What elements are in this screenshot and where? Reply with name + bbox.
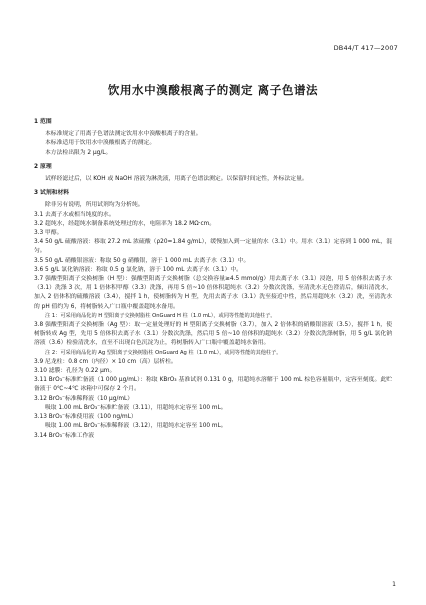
- principle-paragraph: 试样经滤过后，以 KOH 或 NaOH 溶液为淋洗液，用离子色谱法测定。以保留时间定性，外标法定量。: [45, 176, 308, 183]
- clause-3-5: 3.5 50 g/L 硝酸银溶液：称取 50 g 硝酸银，溶于 1 000 mL 去离子水（3.1）中。: [34, 257, 250, 264]
- clause-3-11: 3.11 BrO₃⁻标准贮备液（1 000 μg/mL）：称取 KBrO₃ 基准试剂 0.131 0 g，用超纯水溶解于 100 mL 棕色容量瓶中，定容至刻度。此贮备液于 0℃~4℃ 冰箱中可保存 2 个月。: [34, 377, 392, 393]
- standard-code: DB44/T 417—2007: [333, 44, 398, 52]
- reagents-intro: 除非另有说明，所用试剂均为分析纯。: [45, 202, 144, 209]
- scope-paragraph: 本标准适用于饮用水中溴酸根离子的测定。: [45, 140, 156, 147]
- clause-3-10: 3.10 滤膜：孔径为 0.22 μm。: [34, 368, 116, 375]
- section-heading-reagents: 3 试剂和材料: [34, 190, 70, 197]
- clause-3-8: 3.8 强酸型阳离子交换树脂（Ag 型）：取一定量处理好的 H 型阳离子交换树脂（3.7），加入 2 倍体积的硝酸银溶液（3.5），搅拌 1 h，使树脂转成 Ag 型，先用 5 倍体积去离子水（3.1）分数次洗涤，然后用 5 倍~10 倍体积的超纯水（3.2）分数次洗涤树脂，用 5 g/L 氯化钠溶液（3.6）检验清洗水，直至不出现白色沉淀为止，将树脂转入广口瓶中覆盖超纯水备用。: [34, 322, 392, 347]
- note-1: 注 1：可采用商品化的 H 型阳离子交换树脂柱 OnGuard H 柱（1.0 mL），或同等性能的其他柱子。: [45, 312, 276, 319]
- clause-3-2: 3.2 超纯水，经超纯水制备系统处理过的水，电阻率为 18.2 MΩ·cm。: [34, 220, 216, 227]
- page-title: 饮用水中溴酸根离子的测定 离子色谱法: [107, 83, 319, 97]
- clause-3-3: 3.3 甲醇。: [34, 230, 63, 237]
- clause-3-13: 3.13 BrO₃⁻标准使用液（100 ng/mL）: [34, 414, 137, 421]
- clause-3-9: 3.9 尼龙柱：0.8 cm（内径）× 10 cm（高）层析柱。: [34, 358, 177, 365]
- clause-3-1: 3.1 去离子水或相当纯度的水。: [34, 211, 115, 218]
- clause-3-14: 3.14 BrO₃⁻标准工作液: [34, 432, 95, 439]
- scope-paragraph: 本方法检出限为 2 μg/L。: [45, 149, 112, 156]
- clause-3-7: 3.7 强酸型阳离子交换树脂（H 型）：强酸型阳离子交换树脂（总交换容量≥4.5 mmol/g）用去离子水（3.1）浸泡，用 5 倍体积去离子水（3.1）洗涤 3 次，用 1 倍体积甲醇（3.3）洗涤，再用 5 倍~10 倍体积超纯水（3.2）分数次洗涤，至清洗水无色澄清后，倾出清洗水，加入 2 倍体积的硫酸溶液（3.4），搅拌 1 h，使树脂转为 H 型，先用去离子水（3.1）洗至接近中性，然后用超纯水（3.2）洗，至清洗水的 pH 值约为 6，将树脂转入广口瓶中覆盖超纯水备用。: [34, 276, 392, 310]
- clause-3-6: 3.6 5 g/L 氯化钠溶液：称取 0.5 g 氯化钠，溶于 100 mL 去离子水（3.1）中。: [34, 266, 242, 273]
- clause-3-12-detail: 吸取 1.00 mL BrO₃⁻标准贮备液（3.11），用超纯水定容至 100 mL。: [45, 404, 227, 411]
- clause-3-12: 3.12 BrO₃⁻标准稀释液（10 μg/mL）: [34, 395, 134, 402]
- section-heading-principle: 2 原理: [34, 163, 52, 170]
- scope-paragraph: 本标准规定了用离子色谱法测定饮用水中溴酸根离子的含量。: [45, 131, 202, 138]
- document-body: [34, 113, 392, 441]
- clause-3-13-detail: 吸取 1.00 mL BrO₃⁻标准稀释液（3.12），用超纯水定容至 100 mL。: [45, 423, 227, 430]
- note-2: 注 2：可采用商品化的 Ag 型阳离子交换树脂柱 OnGuard Ag 柱（1.0 mL），或同等性能的其他柱子。: [45, 349, 282, 356]
- clause-3-4: 3.4 50 g/L 硫酸溶液：移取 27.2 mL 浓硫酸（ρ20=1.84 g/mL），缓慢加入到一定量的水（3.1）中。用水（3.1）定容到 1 000 mL，混匀。: [34, 239, 392, 255]
- page-number: 1: [392, 581, 396, 588]
- section-heading-scope: 1 范围: [34, 119, 52, 125]
